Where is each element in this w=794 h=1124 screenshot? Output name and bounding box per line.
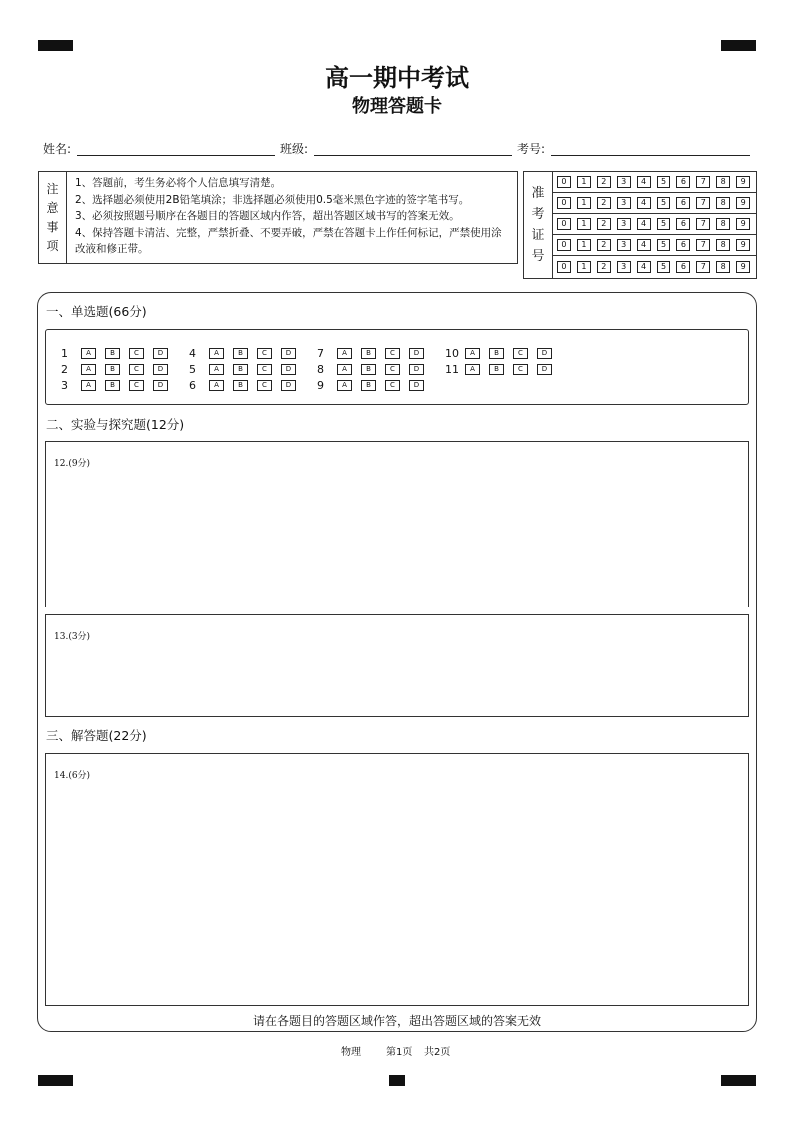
option-bubble[interactable]: B — [233, 364, 248, 375]
option-bubble[interactable]: A — [81, 348, 96, 359]
digit-bubble[interactable]: 5 — [657, 197, 671, 209]
digit-bubble[interactable]: 7 — [696, 197, 710, 209]
exam-id-row — [552, 256, 756, 277]
digit-bubble[interactable]: 4 — [637, 239, 651, 251]
page-subtitle: 物理答题卡 — [352, 96, 442, 117]
digit-bubble[interactable]: 3 — [617, 261, 631, 273]
option-bubble[interactable]: C — [129, 380, 144, 391]
notice-line: 2、选择题必须使用2B铅笔填涂；非选择题必须使用0.5毫米黑色字迹的签字笔书写。 — [75, 193, 470, 206]
digit-bubble[interactable]: 2 — [597, 239, 611, 251]
registration-mark-top-left — [38, 40, 73, 51]
digit-bubble[interactable]: 8 — [716, 176, 730, 188]
digit-bubble[interactable]: 0 — [557, 176, 571, 188]
mc-question — [317, 347, 433, 359]
mc-question — [61, 379, 177, 391]
question-number: 4 — [189, 346, 196, 360]
question-number: 8 — [317, 362, 324, 376]
digit-bubble[interactable]: 2 — [597, 197, 611, 209]
option-bubble[interactable]: A — [337, 364, 352, 375]
digit-bubble[interactable]: 9 — [736, 218, 750, 230]
question-number: 3 — [61, 378, 68, 392]
mc-question — [317, 363, 433, 375]
option-bubble[interactable]: D — [281, 348, 296, 359]
digit-bubble[interactable]: 9 — [736, 197, 750, 209]
notice-line: 4、保持答题卡清洁、完整，严禁折叠、不要弄破，严禁在答题卡上作任何标记，严禁使用涂改液和修正带。 — [75, 226, 502, 255]
section-heading-solve: 三、解答题(22分) — [46, 728, 147, 743]
mc-question — [61, 363, 177, 375]
digit-bubble[interactable]: 8 — [716, 197, 730, 209]
digit-bubble[interactable]: 6 — [676, 176, 690, 188]
option-bubble[interactable]: A — [209, 380, 224, 391]
digit-bubble[interactable]: 6 — [676, 218, 690, 230]
exam-id-row — [552, 214, 756, 235]
digit-bubble[interactable]: 0 — [557, 218, 571, 230]
option-bubble[interactable]: C — [129, 348, 144, 359]
option-bubble[interactable]: B — [233, 348, 248, 359]
option-bubble[interactable]: D — [409, 348, 424, 359]
digit-bubble[interactable]: 1 — [577, 176, 591, 188]
digit-bubble[interactable]: 7 — [696, 176, 710, 188]
notice-box — [38, 171, 518, 264]
option-bubble[interactable]: C — [385, 348, 400, 359]
option-bubble[interactable]: B — [361, 348, 376, 359]
mc-question — [61, 347, 177, 359]
question-number: 1 — [61, 346, 68, 360]
option-bubble[interactable]: A — [81, 380, 96, 391]
name-label: 姓名: — [43, 142, 72, 156]
option-bubble[interactable]: A — [81, 364, 96, 375]
digit-bubble[interactable]: 0 — [557, 239, 571, 251]
option-bubble[interactable]: D — [409, 364, 424, 375]
class-label: 班级: — [280, 142, 309, 156]
option-bubble[interactable]: C — [385, 380, 400, 391]
footer-page-total: 共2页 — [424, 1047, 451, 1058]
digit-bubble[interactable]: 4 — [637, 261, 651, 273]
digit-bubble[interactable]: 9 — [736, 176, 750, 188]
digit-bubble[interactable]: 2 — [597, 218, 611, 230]
question-number: 11 — [445, 362, 459, 376]
digit-bubble[interactable]: 9 — [736, 261, 750, 273]
digit-bubble[interactable]: 4 — [637, 197, 651, 209]
notice-label: 注 意 事 项 — [39, 172, 67, 263]
answer-area-q12[interactable] — [45, 441, 749, 607]
name-field[interactable] — [77, 154, 275, 156]
notice-lines — [75, 175, 509, 258]
option-bubble[interactable]: D — [409, 380, 424, 391]
digit-bubble[interactable]: 1 — [577, 197, 591, 209]
notice-line: 3、必须按照题号顺序在各题目的答题区域内作答，超出答题区域书写的答案无效。 — [75, 210, 460, 222]
option-bubble[interactable]: A — [337, 348, 352, 359]
option-bubble[interactable]: D — [281, 380, 296, 391]
digit-bubble[interactable]: 5 — [657, 261, 671, 273]
option-bubble[interactable]: B — [361, 364, 376, 375]
mc-question — [189, 379, 305, 391]
page-title: 高一期中考试 — [325, 64, 469, 92]
digit-bubble[interactable]: 5 — [657, 176, 671, 188]
digit-bubble[interactable]: 3 — [617, 197, 631, 209]
footer-note: 请在各题目的答题区域作答，超出答题区域的答案无效 — [252, 1014, 541, 1028]
question-label: 13.(3分) — [54, 632, 91, 642]
registration-mark-top-right — [721, 40, 756, 51]
option-bubble[interactable]: B — [489, 364, 504, 375]
digit-bubble[interactable]: 5 — [657, 218, 671, 230]
exam-number-field[interactable] — [551, 154, 750, 156]
option-bubble[interactable]: C — [385, 364, 400, 375]
digit-bubble[interactable]: 4 — [637, 176, 651, 188]
option-bubble[interactable]: D — [153, 364, 168, 375]
question-label: 12.(9分) — [54, 459, 91, 469]
section-heading-mc: 一、单选题(66分) — [46, 304, 147, 319]
digit-bubble[interactable]: 2 — [597, 176, 611, 188]
option-bubble[interactable]: B — [105, 364, 120, 375]
question-number: 7 — [317, 346, 324, 360]
question-label: 14.(6分) — [54, 771, 91, 781]
digit-bubble[interactable]: 7 — [696, 218, 710, 230]
digit-bubble[interactable]: 7 — [696, 239, 710, 251]
digit-bubble[interactable]: 6 — [676, 197, 690, 209]
exam-id-grid — [523, 171, 757, 279]
digit-bubble[interactable]: 1 — [577, 239, 591, 251]
digit-bubble[interactable]: 6 — [676, 261, 690, 273]
mc-question — [189, 363, 305, 375]
mc-question — [445, 347, 561, 359]
answer-area-q13[interactable] — [45, 614, 749, 717]
option-bubble[interactable]: C — [513, 348, 528, 359]
digit-bubble[interactable]: 5 — [657, 239, 671, 251]
mc-question — [189, 347, 305, 359]
section-heading-experiment: 二、实验与探究题(12分) — [46, 417, 185, 432]
option-bubble[interactable]: C — [257, 348, 272, 359]
digit-bubble[interactable]: 8 — [716, 261, 730, 273]
option-bubble[interactable]: A — [465, 364, 480, 375]
digit-bubble[interactable]: 9 — [736, 239, 750, 251]
question-number: 5 — [189, 362, 196, 376]
question-number: 10 — [445, 346, 459, 360]
option-bubble[interactable]: C — [513, 364, 528, 375]
class-field[interactable] — [314, 154, 512, 156]
exam-number-label: 考号: — [517, 142, 546, 156]
option-bubble[interactable]: A — [209, 364, 224, 375]
question-number: 9 — [317, 378, 324, 392]
option-bubble[interactable]: D — [537, 364, 552, 375]
option-bubble[interactable]: D — [153, 380, 168, 391]
option-bubble[interactable]: A — [209, 348, 224, 359]
option-bubble[interactable]: D — [153, 348, 168, 359]
exam-id-row — [552, 172, 756, 193]
digit-bubble[interactable]: 0 — [557, 197, 571, 209]
digit-bubble[interactable]: 8 — [716, 239, 730, 251]
exam-id-row — [552, 235, 756, 256]
digit-bubble[interactable]: 1 — [577, 218, 591, 230]
option-bubble[interactable]: A — [465, 348, 480, 359]
digit-bubble[interactable]: 7 — [696, 261, 710, 273]
digit-bubble[interactable]: 1 — [577, 261, 591, 273]
registration-mark-bottom-left — [38, 1075, 73, 1086]
option-bubble[interactable]: B — [105, 380, 120, 391]
option-bubble[interactable]: C — [257, 364, 272, 375]
registration-mark-bottom-right — [721, 1075, 756, 1086]
digit-bubble[interactable]: 6 — [676, 239, 690, 251]
digit-bubble[interactable]: 8 — [716, 218, 730, 230]
mc-question — [445, 363, 561, 375]
registration-mark-bottom-center — [389, 1075, 405, 1086]
option-bubble[interactable]: C — [257, 380, 272, 391]
option-bubble[interactable]: D — [537, 348, 552, 359]
digit-bubble[interactable]: 3 — [617, 176, 631, 188]
question-number: 6 — [189, 378, 196, 392]
exam-id-label: 准 考 证 号 — [524, 172, 553, 278]
notice-line: 1、答题前，考生务必将个人信息填写清楚。 — [75, 177, 282, 189]
option-bubble[interactable]: B — [233, 380, 248, 391]
option-bubble[interactable]: C — [129, 364, 144, 375]
footer-subject: 物理 — [341, 1047, 361, 1058]
option-bubble[interactable]: B — [489, 348, 504, 359]
digit-bubble[interactable]: 3 — [617, 218, 631, 230]
mc-question — [317, 379, 433, 391]
option-bubble[interactable]: B — [361, 380, 376, 391]
option-bubble[interactable]: D — [281, 364, 296, 375]
digit-bubble[interactable]: 3 — [617, 239, 631, 251]
digit-bubble[interactable]: 4 — [637, 218, 651, 230]
question-number: 2 — [61, 362, 68, 376]
option-bubble[interactable]: B — [105, 348, 120, 359]
footer-page-number: 第1页 — [386, 1047, 413, 1058]
exam-id-row — [552, 193, 756, 214]
option-bubble[interactable]: A — [337, 380, 352, 391]
digit-bubble[interactable]: 2 — [597, 261, 611, 273]
answer-area-q14[interactable] — [45, 753, 749, 1006]
digit-bubble[interactable]: 0 — [557, 261, 571, 273]
